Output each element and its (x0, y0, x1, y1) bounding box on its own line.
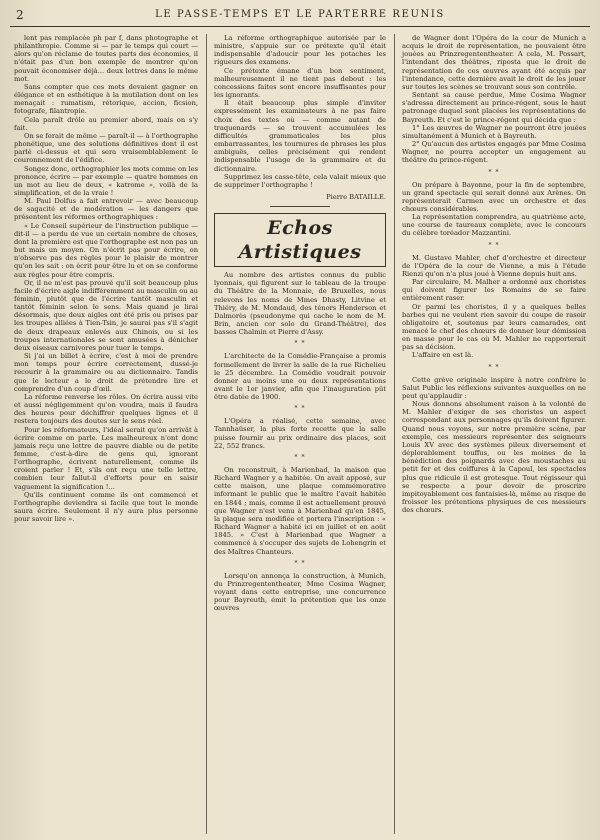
section-title: Echos Artistiques (214, 213, 386, 267)
author-signature: Pierre BATAILLE. (326, 192, 386, 201)
echo-paragraph: Lorsqu'on annonça la construction, à Munich, du Prinzregententheater, Mme Cosima Wagner, voyant dans cette entreprise, une concurrence pour Bayreuth, émit la prétention que les onze œuvres (214, 571, 386, 613)
quote-paragraph: Qu'ils continuent comme ils ont commencé et l'orthographe deviendra si facile que tout le monde saura écrire. Seulement il n'y aura plus personne pour savoir lire ». (14, 490, 198, 524)
paragraph: 2° Qu'aucun des artistes engagés par Mme Cosima Wagner, ne pourra accepter un engagement au théâtre du prince-régent. (402, 140, 586, 165)
paragraph: lent pas remplacée ph par f, dans photographe et philanthropie. Comme si — par le temps qui court — alors qu'on réclame de toutes parts des économies, il n'était pas d'un bon exemple de montrer qu'on pouvait économiser déjà... deux lettres dans le même mot. (14, 34, 198, 83)
separator-stars: * * (294, 453, 306, 461)
column-right (402, 34, 586, 834)
paragraph: Sans compter que ces mots devaient gagner en élégance et en esthétique à la mutilation dont on les menaçait : rumatism, rétorique, accion, ficsion, fotografe, filantropie. (14, 82, 198, 116)
paragraph: La représentation comprendra, au quatrième acte, une course de taureaux complète, avec le concours du célèbre toréador Mazzantini. (402, 213, 586, 238)
paragraph: M. Gustave Mahler, chef d'orchestre et directeur de l'Opéra de la cour de Vienne, a mis à l'étude Rienzi qu'on n'a plus joué à Vienne depuis huit ans. (402, 253, 586, 278)
column-left (14, 34, 198, 834)
paragraph: La réforme orthographique autorisée par le ministre, s'appuie sur ce prétexte qu'il était indispensable d'adoucir pour les potaches les rigueurs des examens. (214, 34, 386, 67)
echo-paragraph: On reconstruit, à Marienbad, la maison que Richard Wagner y a habitée. On avait apposé, sur cette maison, une plaque commémorative informant le public que le maître l'avait habitée en 1844 ; mais, comme il est actuellement prouvé que Wagner n'est venu à Marienbad qu'en 1845, la plaque sera modifiée et portera l'inscription : « Richard Wagner a habité ici en juillet et en août 1845. » C'est à Marienbad que Wagner a commencé à s'occuper des sujets de Lohengrin et des Maîtres Chanteurs. (214, 465, 386, 556)
paragraph: de Wagner dont l'Opéra de la cour de Munich a acquis le droit de représentation, ne pouvaient être jouées au Prinzregententheater. A cela, M. Possart, l'intendant des théâtres, riposta que le droit de représentation de ces œuvres ayant été acquis par l'intendance, cette dernière avait le droit de les jouer sur toutes les scènes se trouvant sous son contrôle. (402, 34, 586, 91)
paragraph: 1° Les œuvres de Wagner ne pourront être jouées simultanément à Munich et à Bayreuth. (402, 123, 586, 140)
echo-paragraph: Au nombre des artistes connus du public lyonnais, qui figurent sur le tableau de la troupe du Théâtre de la Monnaie, de Bruxelles, nous relevons les noms de Mmes Dhasty, Litvine et Thiéry, de M. Mondaud, des ténors Henderson et Dalmorès (pseudonyme qui cache le nom de M. Brin, ancien cor solo du Grand-Théâtre), des basses Chalmin et Pierre d'Assy. (214, 271, 386, 337)
quote-paragraph: Si j'ai un billet à écrire, c'est à moi de prendre mon temps pour écrire correctement, dussé-je recourir à la grammaire ou au dictionnaire. Tandis que le lecteur a le droit de prétendre lire et comprendre d'un coup d'œil. (14, 352, 198, 393)
divider (270, 206, 330, 207)
running-title: LE PASSE-TEMPS ET LE PARTERRE REUNIS (155, 9, 445, 20)
paragraph: Par circulaire, M. Malher a ordonné aux choristes qui doivent figurer les Romains de se faire entièrement raser. (402, 278, 586, 303)
quote-paragraph: Pour les réformateurs, l'idéal serait qu'on arrivât à écrire comme on parle. Les malheureux n'ont donc jamais reçu une lettre de pauvre diable ou de petite femme, c'est-à-dire de gens qui, ignorant l'orthographe, écrivent naturellement, comme ils croient parler ! Et, s'ils ont reçu une telle lettre, combien leur fallut-il d'efforts pour en saisir vaguement la signification !... (14, 425, 198, 491)
separator-stars: * * (294, 559, 306, 567)
paragraph: On se ferait de même — paraît-il — à l'orthographe phonétique, une des solutions définitives dont il est parlé ci-dessus et qui sera vraisemblablement le couronnement de l'édifice. (14, 131, 198, 165)
paragraph: Ce prétexte émane d'un bon sentiment, malheureusement il ne tient pas debout : les concessions faites sont encore insuffisantes pour les ignorants. (214, 66, 386, 100)
paragraph: On prépare à Bayonne, pour la fin de septembre, un grand spectacle qui serait donné aux Arènes. On représenterait Carmen avec un orchestre et des chœurs considérables. (402, 180, 586, 213)
echo-paragraph: L'Opéra a réalisé, cette semaine, avec Tannhaüser, la plus forte recette que la salle puisse fournir au prix ordinaire des places, soit 22, 552 francs. (214, 417, 386, 450)
separator-stars: * * (294, 340, 306, 348)
separator-stars: * * (488, 241, 500, 249)
quote-paragraph: « Le Conseil supérieur de l'instruction publique — dit-il — a perdu de vue un certain nombre de choses, dont la première est que l'orthographe est non pas un but mais un moyen. On n'écrit pas pour écrire, on n'observe pas des règles pour le plaisir de montrer qu'on les sait : on écrit pour être lu et on se conforme aux règles pour être compris. (14, 221, 198, 279)
page-number: 2 (16, 8, 24, 22)
echo-paragraph: L'architecte de la Comédie-Française a promis formellement de livrer la salle de la rue Richelieu le 25 décembre. La Comédie voudrait pouvoir donner au moins une ou deux représentations avant le 1er janvier, afin que l'inauguration pût être datée de 1900. (214, 352, 386, 402)
column-rule (206, 34, 207, 834)
paragraph: Songez donc, orthographier les mots comme on les prononce, écrire — par exemple — quatre hommes en un mot au lieu de deux, « katrome », voilà de la simplification, et de la vraie ! (14, 164, 198, 197)
paragraph: Or parmi les choristes, il y a quelques belles barbes qui ne veulent rien savoir du coupe de rasoir obligatoire et, soutenus par leurs camarades, ont menacé le chef des chœurs de donner leur démission en masse pour le cas où M. Mahler ne rapporterait pas sa décision. (402, 302, 586, 352)
page-header (10, 6, 590, 27)
column-rule (394, 34, 395, 834)
paragraph: Sentant sa cause perdue, Mme Cosima Wagner s'adressa directement au prince-régent, sous le haut patronage duquel sont placées les représentations de Bayreuth. Et c'est le prince-régent qui décida que : (402, 91, 586, 124)
quote-paragraph: Or, il ne m'est pas prouvé qu'il soit beaucoup plus facile d'écrire aigle indifféremment au masculin ou au féminin, plutôt que de l'écrire tantôt masculin et tantôt féminin selon le sens. Mais quand je lirai désormais, que deux aigles ont été pris ou prises par les troupes alliées à Tien-Tsin, je saurai pas s'il s'agit de deux drapeaux enlevés aux Chinois, ou si les troupes internationales se sont amusées à dénicher deux oiseaux carnivores pour tuer le temps. (14, 278, 198, 352)
paragraph: Nous donnons absolument raison à la volonté de M. Mahler d'exiger de ses choristes un aspect correspondant aux personnages qu'ils doivent figurer. Quand nous voyons, sur notre première scène, par exemple, ces messieurs représenter des seigneurs Louis XV avec des systèmes pileux diversement et déplorablement touffus, ou les moines de la bénédiction des poignards avec des moustaches au petit fer et des coiffures à la Capoul, les spectacles plus que ridicule il est grotesque. Tout régisseur qui se respecte a pour devoir de proscrire impitoyablement ces fantaisies-là, même au risque de froisser les prétentions physiques de ces messieurs des chœurs. (402, 400, 586, 515)
column-middle (214, 34, 386, 834)
separator-stars: * * (488, 363, 500, 371)
paragraph: Cela paraît drôle au premier abord, mais on s'y fait. (14, 115, 198, 132)
separator-stars: * * (488, 168, 500, 176)
paragraph: Supprimez les casse-tête, cela valait mieux que de supprimer l'orthographe ! (214, 172, 386, 189)
paragraph: Cette grève originale inspire à notre confrère le Salut Public les réflexions suivantes auxquelles on ne peut qu'applaudir : (402, 375, 586, 400)
separator-stars: * * (294, 405, 306, 413)
paragraph: Il était beaucoup plus simple d'inviter expressément les examinateurs à ne pas faire choix des textes où — comme autant de traquenards — se trouvent accumulées les difficultés grammaticales les plus embarrassantes, les tournures de phrases les plus ambiguës, celles précisément qui rendent indispensable l'usage de la grammaire et du dictionnaire. (214, 99, 386, 173)
paragraph: L'affaire en est là. (412, 351, 474, 360)
quote-paragraph: La réforme renverse les rôles. On écrira aussi vite et aussi négligemment qu'on voudra, mais il faudra des heures pour déchiffrer quelques lignes et il restera toujours des doutes sur le sens réel. (14, 392, 198, 426)
paragraph: M. Paul Dolfus a fait entrevoir — avec beaucoup de sagacité et de modération — les dangers que présentent les réformes orthographiques : (14, 197, 198, 222)
